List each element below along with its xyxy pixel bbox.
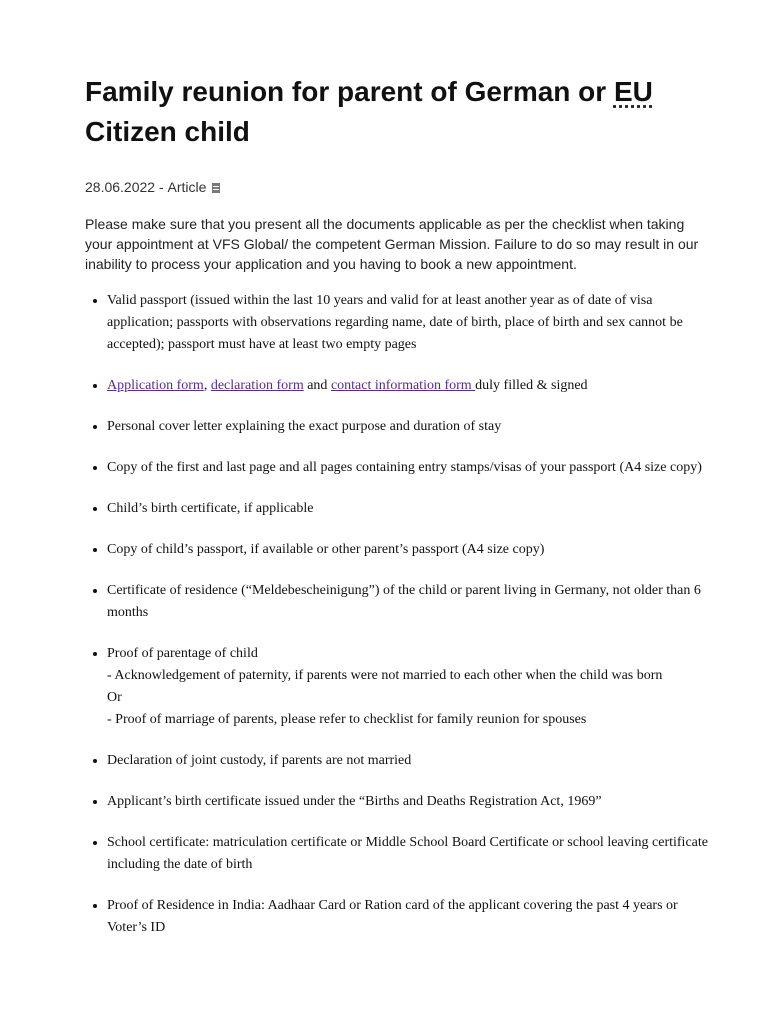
list-item-forms (107, 375, 708, 397)
title-text: Family reunion for parent of German or (85, 76, 614, 107)
list-item-residence-certificate: • Certificate of residence (“Meldebescheinigung”) of the child or parent living in Germany, not older than 6 months (107, 580, 708, 624)
parentage-line-2: - Acknowledgement of paternity, if parents were not married to each other when the child was born (107, 668, 663, 683)
application-form-link[interactable]: Application form (107, 378, 204, 393)
forms-separator-1: , (203, 378, 211, 393)
forms-suffix: duly filled & signed (475, 378, 588, 393)
meta-separator: - (155, 179, 168, 195)
parentage-line-3: Or (107, 690, 122, 705)
list-item-applicant-birth-certificate: • Applicant’s birth certificate issued under the “Births and Deaths Registration Act, 1969” (107, 791, 708, 813)
document-icon (212, 183, 220, 193)
page-title (85, 72, 708, 152)
list-item-residence-india: • Proof of Residence in India: Aadhaar Card or Ration card of the applicant covering the past 4 years or Voter’s ID (107, 895, 708, 939)
article-meta (85, 178, 708, 196)
article-type: Article (167, 179, 207, 195)
forms-separator-2: and (303, 378, 331, 393)
eu-abbreviation[interactable]: EU (613, 76, 653, 107)
title-text-line2: Citizen child (85, 116, 250, 147)
declaration-form-link[interactable]: declaration form (210, 378, 304, 393)
document-checklist (85, 290, 708, 939)
list-item-parentage (107, 643, 708, 731)
contact-information-form-link[interactable]: contact information form (330, 378, 476, 393)
parentage-line-1: Proof of parentage of child (107, 646, 258, 661)
list-item-passport-copy: • Copy of the first and last page and all pages containing entry stamps/visas of your passport (A4 size copy) (107, 457, 708, 479)
intro-paragraph: Please make sure that you present all the documents applicable as per the checklist when taking your appointment at VFS Global/ the competent German Mission. Failure to do so may result in our inability to process your application and you having to book a new appointment. (85, 216, 699, 272)
list-item-child-birth-certificate: • Child’s birth certificate, if applicable (107, 498, 708, 520)
list-item-school-certificate: • School certificate: matriculation certificate or Middle School Board Certificate or school leaving certificate including the date of birth (107, 832, 708, 876)
article-date: 28.06.2022 (85, 179, 156, 195)
list-item-cover-letter: • Personal cover letter explaining the exact purpose and duration of stay (107, 416, 708, 438)
list-item-joint-custody: • Declaration of joint custody, if parents are not married (107, 750, 708, 772)
list-item-passport: • Valid passport (issued within the last 10 years and valid for at least another year as of date of visa application; passports with observations regarding name, date of birth, place of birth and sex cannot be accepted); passport must have at least two empty pages (107, 290, 708, 356)
parentage-line-4: - Proof of marriage of parents, please refer to checklist for family reunion for spouses (107, 712, 587, 727)
list-item-child-passport: • Copy of child’s passport, if available or other parent’s passport (A4 size copy) (107, 539, 708, 561)
